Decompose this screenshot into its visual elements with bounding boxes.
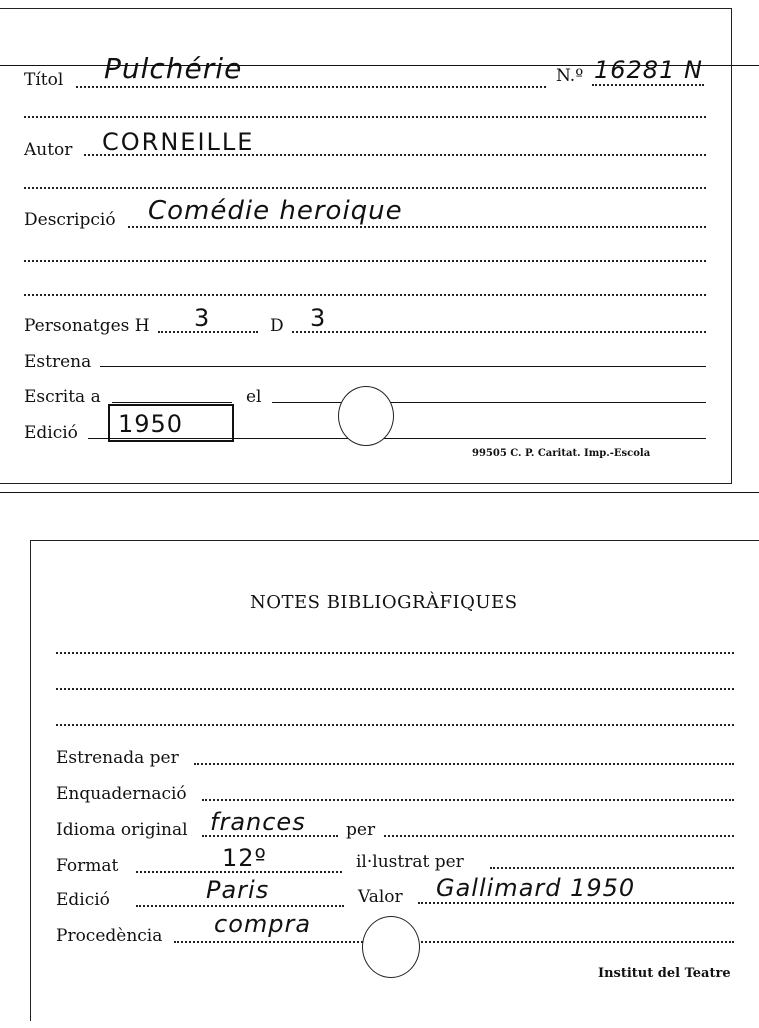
edicio-back-line bbox=[136, 905, 344, 907]
notes-line-3 bbox=[56, 724, 734, 726]
valor-label: Valor bbox=[358, 887, 403, 907]
edicio-value: 1950 bbox=[118, 410, 184, 438]
titol-label: Títol bbox=[24, 70, 64, 90]
titol-line bbox=[76, 86, 546, 88]
institut-mark: Institut del Teatre bbox=[598, 966, 731, 981]
blank-line-4 bbox=[24, 294, 706, 296]
estrena-label: Estrena bbox=[24, 352, 92, 372]
descripcio-line bbox=[128, 226, 706, 228]
autor-label: Autor bbox=[24, 140, 73, 160]
procedencia-value: compra bbox=[214, 910, 312, 938]
descripcio-value: Comédie heroique bbox=[148, 196, 403, 226]
idioma-per-label: per bbox=[346, 820, 376, 840]
idioma-per-line bbox=[384, 835, 734, 837]
personatges-h-value: 3 bbox=[194, 304, 211, 332]
procedencia-label: Procedència bbox=[56, 926, 163, 946]
edicio-label: Edició bbox=[24, 423, 78, 443]
procedencia-line bbox=[174, 941, 734, 943]
personatges-d-value: 3 bbox=[310, 304, 327, 332]
enquadernacio-line bbox=[202, 799, 734, 801]
notes-line-1 bbox=[56, 652, 734, 654]
punch-hole-front bbox=[338, 386, 394, 446]
numero-label: N.º bbox=[556, 66, 584, 86]
idioma-value: frances bbox=[210, 808, 306, 836]
personatges-label: Personatges H bbox=[24, 316, 150, 336]
descripcio-label: Descripció bbox=[24, 210, 116, 230]
escrita-line bbox=[112, 402, 232, 403]
blank-line-2 bbox=[24, 187, 706, 189]
autor-value: CORNEILLE bbox=[102, 128, 255, 156]
valor-line bbox=[418, 902, 734, 904]
illustrat-line bbox=[490, 867, 734, 869]
personatges-d-label: D bbox=[270, 316, 284, 336]
idioma-label: Idioma original bbox=[56, 820, 188, 840]
format-value: 12º bbox=[222, 844, 267, 872]
blank-line-1 bbox=[24, 116, 706, 118]
enquadernacio-label: Enquadernació bbox=[56, 784, 187, 804]
escrita-label: Escrita a bbox=[24, 387, 101, 407]
notes-line-2 bbox=[56, 688, 734, 690]
titol-value: Pulchérie bbox=[104, 52, 243, 85]
format-label: Format bbox=[56, 856, 119, 876]
printer-mark: 99505 C. P. Caritat. Imp.-Escola bbox=[472, 448, 651, 459]
estrenada-label: Estrenada per bbox=[56, 748, 179, 768]
card-separator bbox=[0, 492, 759, 493]
numero-line bbox=[592, 84, 704, 86]
escrita-el-label: el bbox=[246, 387, 262, 407]
notes-heading: NOTES BIBLIOGRÀFIQUES bbox=[250, 592, 518, 613]
personatges-d-line bbox=[292, 331, 706, 333]
numero-value: 16281 N bbox=[594, 56, 703, 84]
edicio-back-label: Edició bbox=[56, 890, 110, 910]
illustrat-label: il·lustrat per bbox=[356, 852, 464, 872]
valor-value: Gallimard 1950 bbox=[436, 874, 636, 902]
estrenada-line bbox=[194, 763, 734, 765]
punch-hole-back bbox=[362, 916, 420, 978]
escrita-el-line bbox=[272, 402, 706, 403]
edicio-back-value: Paris bbox=[206, 876, 270, 904]
blank-line-3 bbox=[24, 260, 706, 262]
estrena-line bbox=[100, 366, 706, 367]
